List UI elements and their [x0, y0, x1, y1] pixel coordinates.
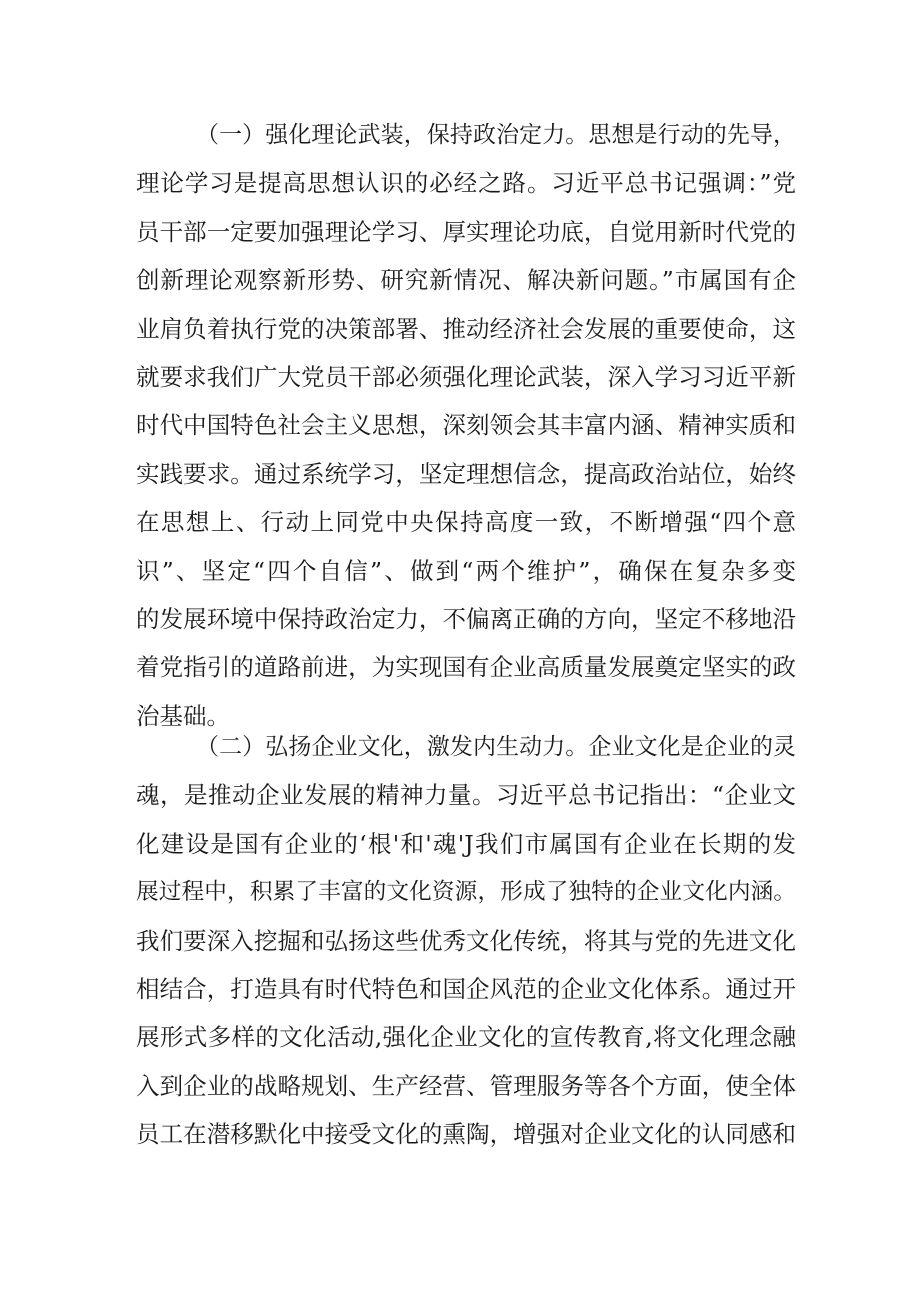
text-line: 创新理论观察新形势、研究新情况、解决新问题。”市属国有企: [136, 266, 796, 295]
text-line: 着党指引的道路前进，为实现国有企业高质量发展奠定坚实的政: [136, 653, 796, 682]
text-line: 识”、坚定“四个自信”、做到“两个维护”，确保在复杂多变: [136, 556, 796, 585]
text-line: 实践要求。通过系统学习，坚定理想信念，提高政治站位，始终: [136, 459, 796, 488]
text-line: 展过程中，积累了丰富的文化资源，形成了独特的企业文化内涵。: [136, 879, 796, 906]
text-line: 相结合，打造具有时代特色和国企风范的企业文化体系。通过开: [136, 974, 796, 1003]
text-line: 化建设是国有企业的‘根'和'魂'J我们市属国有企业在长期的发: [136, 829, 796, 858]
text-line: 在思想上、行动上同党中央保持高度一致，不断增强“四个意: [136, 508, 796, 537]
text-line: 员工在潜移默化中接受文化的熏陶，增强对企业文化的认同感和: [136, 1120, 796, 1149]
text-line: （一）强化理论武装，保持政治定力。思想是行动的先导，: [196, 122, 796, 148]
text-line: 展形式多样的文化活动,强化企业文化的宣传教育,将文化理念融: [136, 1023, 796, 1052]
text-line: 入到企业的战略规划、生产经营、管理服务等各个方面，使全体: [136, 1071, 796, 1100]
text-line: 就要求我们广大党员干部必须强化理论武装，深入学习习近平新: [136, 362, 796, 391]
text-line: 的发展环境中保持政治定力，不偏离正确的方向，坚定不移地沿: [136, 604, 796, 633]
text-line: （二）弘扬企业文化，激发内生动力。企业文化是企业的灵: [196, 734, 796, 760]
paragraph-theory: [136, 111, 796, 740]
text-line: 魂，是推动企业发展的精神力量。习近平总书记指出：“企业文: [136, 781, 796, 810]
text-line: 员干部一定要加强理论学习、厚实理论功底，自觉用新时代党的: [136, 217, 796, 246]
text-line: 时代中国特色社会主义思想，深刻领会其丰富内涵、精神实质和: [136, 411, 796, 440]
text-line: 我们要深入挖掘和弘扬这些优秀文化传统，将其与党的先进文化: [136, 926, 796, 955]
paragraph-culture: [136, 723, 796, 1159]
text-line: 业肩负着执行党的决策部署、推动经济社会发展的重要使命，这: [136, 314, 796, 343]
text-line: 治基础。: [136, 701, 230, 730]
text-line: 理论学习是提高思想认识的必经之路。习近平总书记强调：”党: [136, 169, 796, 198]
